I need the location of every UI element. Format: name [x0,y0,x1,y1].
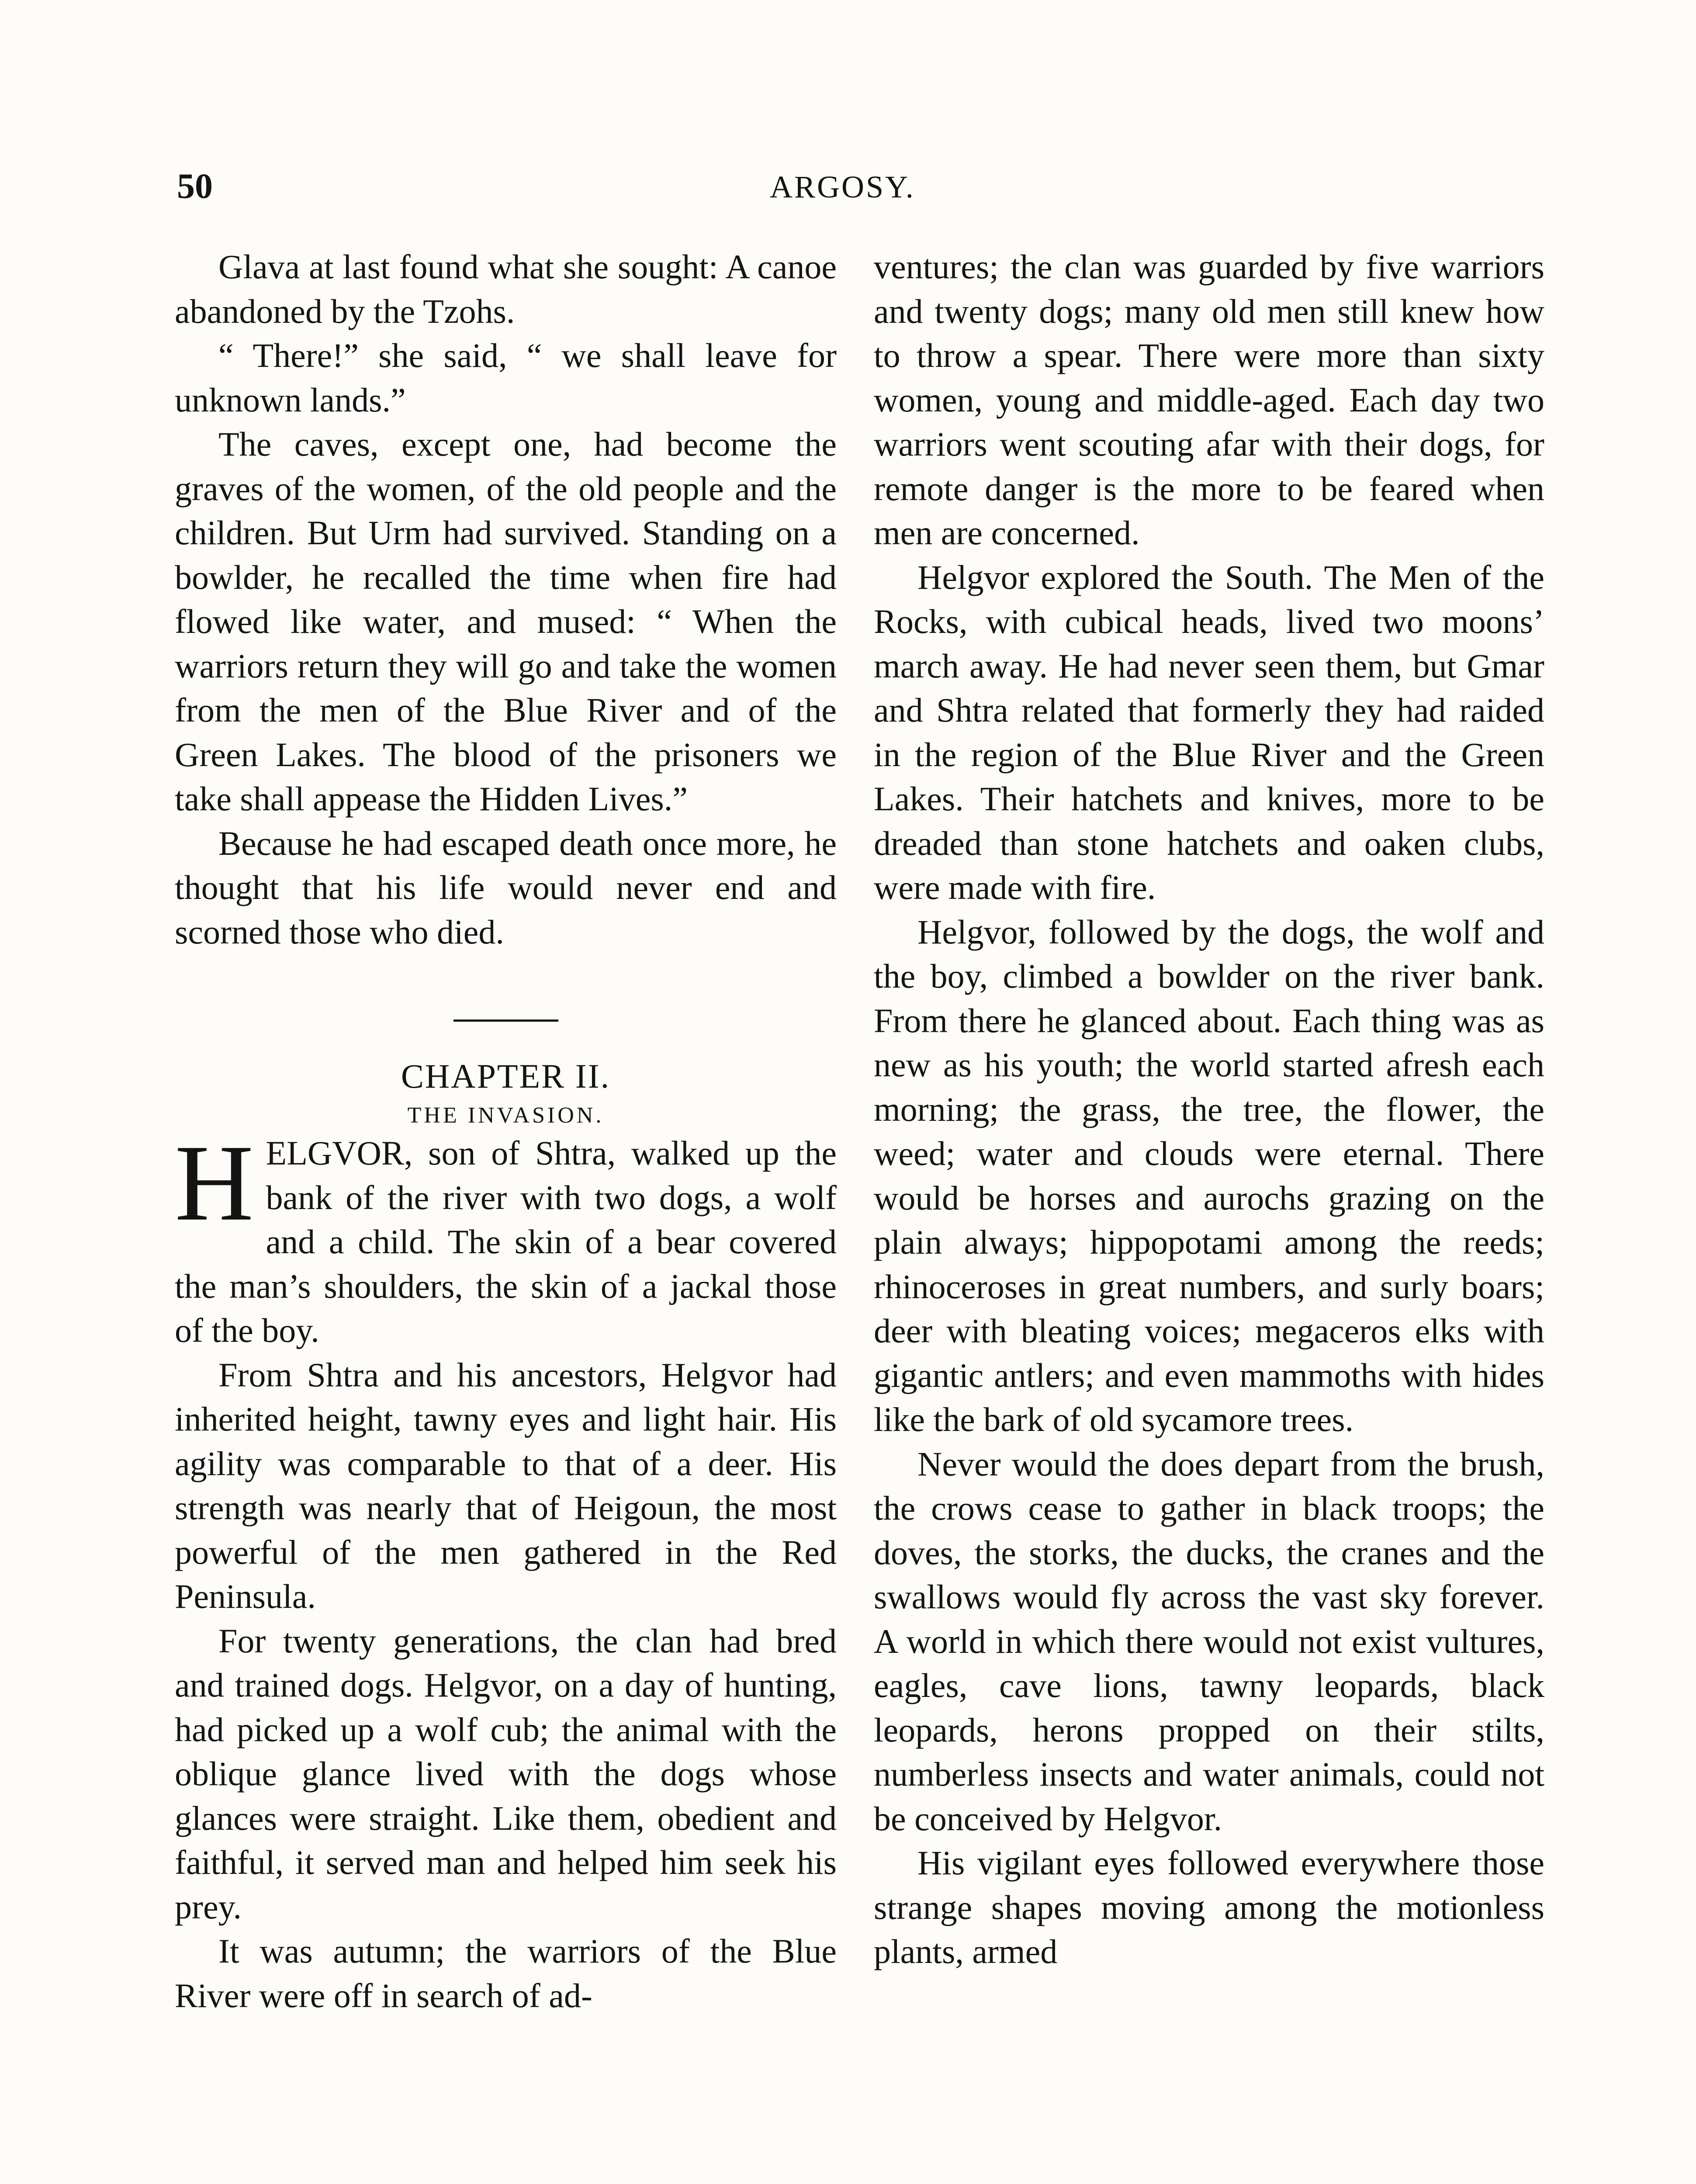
paragraph: ventures; the clan was guarded by five warriors and twenty dogs; many old men still knew how to throw a spear. There were more than sixty women, young and middle-aged. Each day two warriors went scouting afar with their dogs, for remote danger is the more to be feared when men are concerned. [874,248,1544,552]
left-column [175,245,837,2018]
page-number: 50 [177,166,213,206]
chapter-subtitle: THE INVASION. [407,1103,604,1128]
paragraph: “ There!” she said, “ we shall leave for unknown lands.” [175,336,837,419]
paragraph: His vigilant eyes followed everywhere those strange shapes moving among the motionless plants, armed [874,1844,1544,1970]
paragraph: Never would the does depart from the brush, the crows cease to gather in black troops; the doves, the storks, the ducks, the cranes and the swallows would fly across the vast sky forever. A world in which there would not exist vultures, eagles, cave lions, tawny leopards, black leopards, herons propped on their stilts, numberless insects and water animals, could not be conceived by Helgvor. [874,1444,1544,1838]
drop-cap: H [175,1123,254,1244]
running-title: ARGOSY. [770,169,915,204]
paragraph: Helgvor, followed by the dogs, the wolf and the boy, climbed a bowlder on the river bank. From there he glanced about. Each thing was as new as his youth; the world started afresh each morning; the grass, the tree, the flower, the weed; water and clouds were eternal. There would be horses and aurochs grazing on the plain always; hippopotami among the reeds; rhinoceroses in great numbers, and surly boars; deer with bleating voices; megaceros elks with gigantic antlers; and even mammoths with hides like the bark of old sycamore trees. [874,912,1544,1438]
paragraph: For twenty generations, the clan had bred and trained dogs. Helgvor, on a day of hunting, had picked up a wolf cub; the animal with the oblique glance lived with the dogs whose glances were straight. Like them, obedient and faithful, it served man and helped him seek his prey. [175,1621,837,1926]
paragraph: Helgvor explored the South. The Men of the Rocks, with cubical heads, lived two moons’ march away. He had never seen them, but Gmar and Shtra related that formerly they had raided in the region of the Blue River and the Green Lakes. Their hatchets and knives, more to be dreaded than stone hatchets and oaken clubs, were made with fire. [874,558,1544,906]
paragraph: It was autumn; the warriors of the Blue River were off in search of ad- [175,1932,837,2015]
opening-paragraph [175,1123,837,1353]
opening-text: ELGVOR, son of Shtra, walked up the bank of the river with two dogs, a wolf and a child. The skin of a bear covered the man’s shoulders, the skin of a jackal those of the boy. [175,1134,837,1349]
section-divider [453,1019,558,1022]
paragraph: Glava at last found what she sought: A canoe abandoned by the Tzohs. [175,248,837,330]
paragraph: From Shtra and his ancestors, Helgvor had inherited height, tawny eyes and light hair. His agility was comparable to that of a deer. His strength was nearly that of Heigoun, the most powerful of the men gathered in the Red Peninsula. [175,1355,837,1615]
chapter-title: CHAPTER II. [401,1057,611,1095]
right-column [874,245,1544,1974]
paragraph: Because he had escaped death once more, he thought that his life would never end and scorned those who died. [175,824,837,951]
paragraph: The caves, except one, had become the graves of the women, of the old people and the children. But Urm had survived. Standing on a bowlder, he recalled the time when fire had flowed like water, and mused: “ When the warriors return they will go and take the women from the men of the Blue River and of the Green Lakes. The blood of the prisoners we take shall appease the Hidden Lives.” [175,425,837,818]
